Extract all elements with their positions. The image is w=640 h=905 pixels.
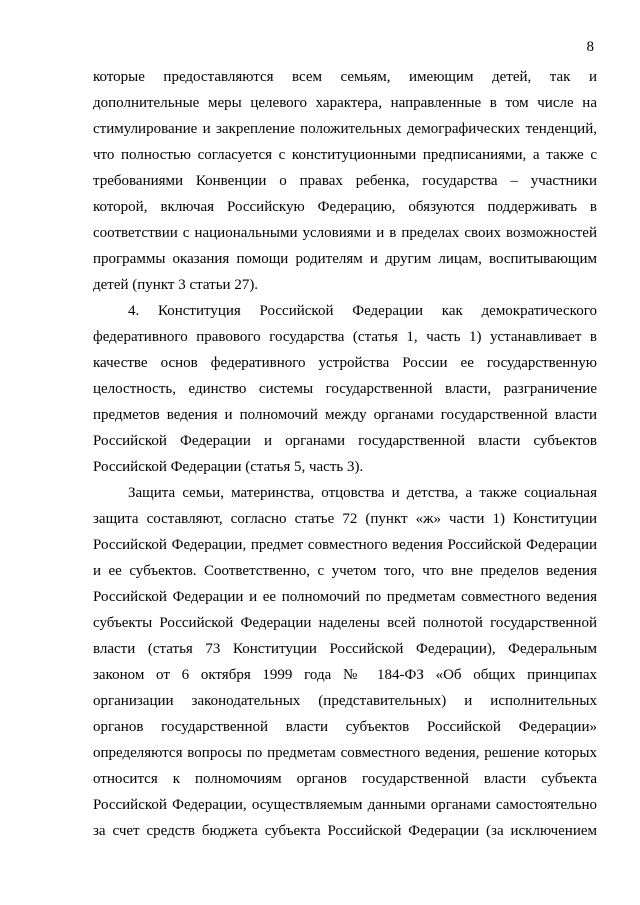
text-line: требованиями Конвенции о правах ребенка, государства – участники — [93, 173, 597, 189]
text-line: стимулирование и закрепление положительных демографических тенденций, — [93, 121, 597, 137]
document-body — [93, 64, 597, 844]
text-line: организации законодательных (представительных) и исполнительных — [93, 693, 597, 709]
text-line: Российской Федерации, осуществляемым данными органами самостоятельно — [93, 797, 597, 813]
text-line: Российской Федерации и ее полномочий по предметам совместного ведения — [93, 589, 597, 605]
text-line: законом от 6 октября 1999 года № 184-ФЗ «Об общих принципах — [93, 667, 597, 683]
text-line: Российской Федерации, предмет совместного ведения Российской Федерации — [93, 537, 597, 553]
text-line: субъекты Российской Федерации наделены всей полнотой государственной — [93, 615, 597, 631]
text-line: предметов ведения и полномочий между органами государственной власти — [93, 407, 597, 423]
text-line: целостность, единство системы государственной власти, разграничение — [93, 381, 597, 397]
text-line: органов государственной власти субъектов Российской Федерации» — [93, 719, 597, 735]
text-line: которой, включая Российскую Федерацию, обязуются поддерживать в — [93, 199, 597, 215]
text-line: и ее субъектов. Соответственно, с учетом того, что вне пределов ведения — [93, 563, 597, 579]
text-line: Российской Федерации (статья 5, часть 3). — [93, 459, 364, 475]
text-line: относится к полномочиям органов государственной власти субъекта — [93, 771, 597, 787]
text-line: соответствии с национальными условиями и в пределах своих возможностей — [93, 225, 597, 241]
text-line: Российской Федерации и органами государственной власти субъектов — [93, 433, 597, 449]
text-line: за счет средств бюджета субъекта Российской Федерации (за исключением — [93, 823, 597, 839]
text-line: власти (статья 73 Конституции Российской Федерации), Федеральным — [93, 641, 597, 657]
text-line: программы оказания помощи родителям и другим лицам, воспитывающим — [93, 251, 597, 267]
text-line: 4. Конституция Российской Федерации как демократического — [128, 303, 597, 319]
text-line: дополнительные меры целевого характера, направленные в том числе на — [93, 95, 597, 111]
text-line: что полностью согласуется с конституционными предписаниями, а также с — [93, 147, 597, 163]
text-line: детей (пункт 3 статьи 27). — [93, 277, 259, 293]
text-line: определяются вопросы по предметам совместного ведения, решение которых — [93, 745, 597, 761]
page-number: 8 — [586, 39, 594, 55]
text-line: которые предоставляются всем семьям, имеющим детей, так и — [93, 69, 597, 85]
text-line: защита составляют, согласно статье 72 (пункт «ж» части 1) Конституции — [93, 511, 597, 527]
text-line: федеративного правового государства (статья 1, часть 1) устанавливает в — [93, 329, 597, 345]
text-line: качестве основ федеративного устройства России ее государственную — [93, 355, 597, 371]
text-line: Защита семьи, материнства, отцовства и детства, а также социальная — [128, 485, 597, 501]
